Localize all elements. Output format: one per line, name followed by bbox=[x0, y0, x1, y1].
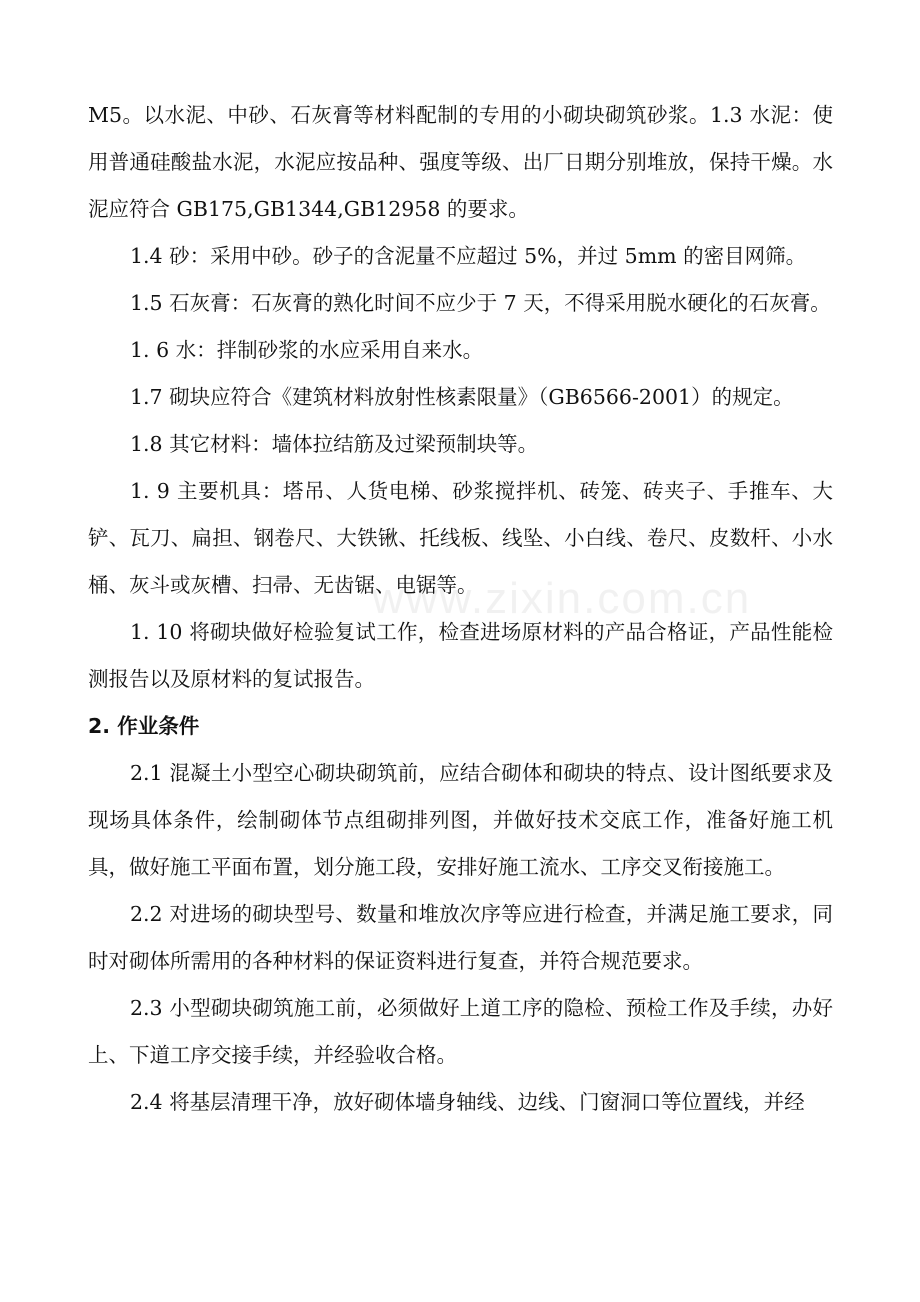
paragraph-materials-cement: M5。以水泥、中砂、石灰膏等材料配制的专用的小砌块砌筑砂浆。1.3 水泥：使用普通硅酸盐水泥，水泥应按品种、强度等级、出厂日期分别堆放，保持干燥。水泥应符合 GB175,GB1344,GB12958 的要求。 bbox=[88, 103, 833, 221]
paragraph-inspection: 1. 10 将砌块做好检验复试工作，检查进场原材料的产品合格证，产品性能检测报告以及原材料的复试报告。 bbox=[88, 620, 833, 691]
paragraph-water: 1. 6 水：拌制砂浆的水应采用自来水。 bbox=[130, 338, 484, 362]
paragraph-condition-2-1: 2.1 混凝土小型空心砌块砌筑前，应结合砌体和砌块的特点、设计图纸要求及现场具体条件，绘制砌体节点组砌排列图，并做好技术交底工作，准备好施工机具，做好施工平面布置，划分施工段，安排好施工流水、工序交叉衔接施工。 bbox=[88, 761, 833, 879]
paragraph-lime-paste: 1.5 石灰膏：石灰膏的熟化时间不应少于 7 天，不得采用脱水硬化的石灰膏。 bbox=[130, 291, 831, 315]
paragraph-condition-2-4: 2.4 将基层清理干净，放好砌体墙身轴线、边线、门窗洞口等位置线，并经 bbox=[130, 1090, 805, 1114]
paragraph-condition-2-3: 2.3 小型砌块砌筑施工前，必须做好上道工序的隐检、预检工作及手续，办好上、下道工序交接手续，并经验收合格。 bbox=[88, 996, 833, 1067]
paragraph-sand: 1.4 砂：采用中砂。砂子的含泥量不应超过 5%，并过 5mm 的密目网筛。 bbox=[130, 244, 807, 268]
paragraph-other-materials: 1.8 其它材料：墙体拉结筋及过梁预制块等。 bbox=[130, 432, 539, 456]
paragraph-condition-2-2: 2.2 对进场的砌块型号、数量和堆放次序等应进行检查，并满足施工要求，同时对砌体所需用的各种材料的保证资料进行复查，并符合规范要求。 bbox=[88, 902, 833, 973]
paragraph-block-standard: 1.7 砌块应符合《建筑材料放射性核素限量》（GB6566-2001）的规定。 bbox=[130, 385, 794, 409]
document-page bbox=[88, 92, 833, 1126]
paragraph-main-tools: 1. 9 主要机具：塔吊、人货电梯、砂浆搅拌机、砖笼、砖夹子、手推车、大铲、瓦刀、扁担、钢卷尺、大铁锹、托线板、线坠、小白线、卷尺、皮数杆、小水桶、灰斗或灰槽、扫帚、无齿锯、电锯等。 bbox=[88, 479, 833, 597]
watermark-text: www.zixin.com.cn bbox=[372, 574, 752, 623]
section-heading-work-conditions: 2. 作业条件 bbox=[88, 714, 200, 738]
